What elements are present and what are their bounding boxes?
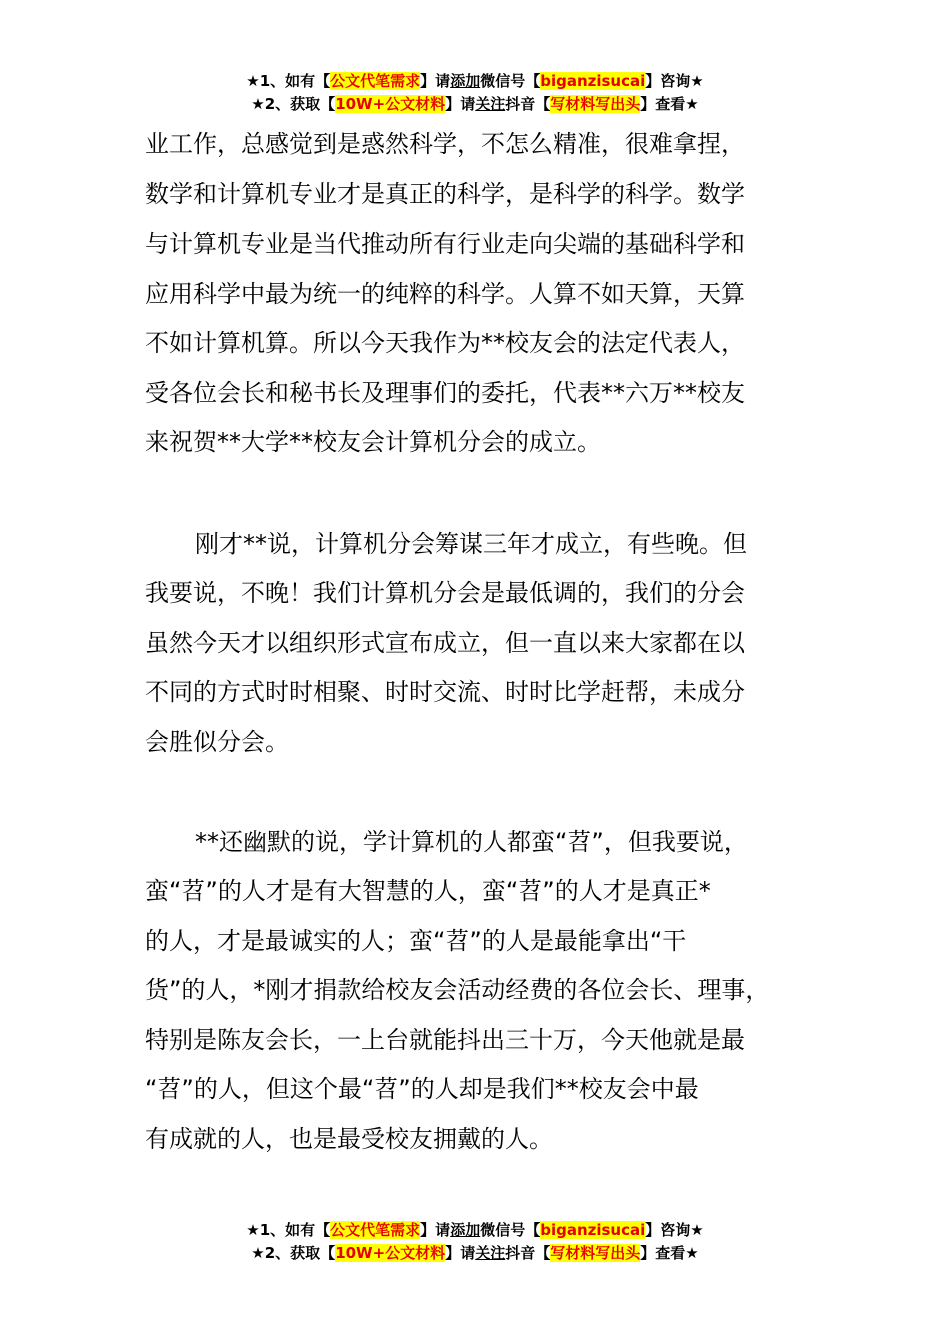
banner-text: 】请 [420, 1221, 451, 1239]
text-line: 业工作，总感觉到是惑然科学，不怎么精准，很难拿捏， [145, 130, 745, 158]
header-banner [0, 70, 950, 116]
banner-highlight: 10W+公文材料 [335, 1244, 446, 1262]
text-line: 货”的人，*刚才捐款给校友会活动经费的各位会长、理事， [145, 976, 770, 1004]
text-line: 与计算机专业是当代推动所有行业走向尖端的基础科学和 [145, 230, 745, 258]
banner-underlined: 添加 [450, 72, 481, 90]
text-line: 应用科学中最为统一的纯粹的科学。人算不如天算，天算 [145, 280, 745, 308]
banner-text: 】请 [445, 95, 476, 113]
text-line: 不如计算机算。所以今天我作为**校友会的法定代表人， [145, 329, 745, 357]
banner-highlight: 公文代笔需求 [330, 72, 421, 90]
text-line: 会胜似分会。 [145, 728, 289, 756]
text-line: 有成就的人，也是最受校友拥戴的人。 [145, 1125, 553, 1153]
text-line: 刚才**说，计算机分会筹谋三年才成立，有些晚。但 [195, 530, 747, 558]
text-line: 来祝贺**大学**校友会计算机分会的成立。 [145, 428, 601, 456]
banner-highlight: biganzisucai [540, 72, 646, 90]
banner-text: 抖音【 [505, 1244, 551, 1262]
text-line: “苕”的人，但这个最“苕”的人却是我们**校友会中最 [145, 1075, 699, 1103]
banner-underlined: 添加 [450, 1221, 481, 1239]
banner-highlight: 写材料写出头 [550, 95, 641, 113]
text-line: 受各位会长和秘书长及理事们的委托，代表**六万**校友 [145, 379, 745, 407]
banner-underlined: 关注 [475, 1244, 506, 1262]
banner-line-2 [0, 1242, 950, 1265]
banner-line-2 [0, 93, 950, 116]
footer-banner [0, 1219, 950, 1265]
banner-highlight: 10W+公文材料 [335, 95, 446, 113]
banner-text: 微信号【 [480, 72, 541, 90]
banner-text: ★2、获取【 [251, 95, 336, 113]
text-line: 数学和计算机专业才是真正的科学，是科学的科学。数学 [145, 180, 745, 208]
banner-text: 】请 [420, 72, 451, 90]
banner-underlined: 关注 [475, 95, 506, 113]
banner-highlight: biganzisucai [540, 1221, 646, 1239]
banner-text: ★1、如有【 [246, 1221, 331, 1239]
banner-text: ★2、获取【 [251, 1244, 336, 1262]
banner-highlight: 写材料写出头 [550, 1244, 641, 1262]
text-line: 虽然今天才以组织形式宣布成立，但一直以来大家都在以 [145, 629, 745, 657]
banner-text: 】请 [445, 1244, 476, 1262]
text-line: 蛮“苕”的人才是有大智慧的人，蛮“苕”的人才是真正* [145, 877, 711, 905]
banner-text: 微信号【 [480, 1221, 541, 1239]
banner-text: 】咨询★ [645, 1221, 704, 1239]
banner-text: 抖音【 [505, 95, 551, 113]
text-line: 我要说，不晚！我们计算机分会是最低调的，我们的分会 [145, 579, 745, 607]
banner-highlight: 公文代笔需求 [330, 1221, 421, 1239]
banner-line-1 [0, 1219, 950, 1242]
text-line: 的人，才是最诚实的人；蛮“苕”的人是最能拿出“干 [145, 927, 687, 955]
banner-text: 】查看★ [640, 95, 699, 113]
banner-text: ★1、如有【 [246, 72, 331, 90]
text-line: **还幽默的说，学计算机的人都蛮“苕”，但我要说， [195, 828, 748, 856]
banner-text: 】咨询★ [645, 72, 704, 90]
banner-text: 】查看★ [640, 1244, 699, 1262]
banner-line-1 [0, 70, 950, 93]
text-line: 不同的方式时时相聚、时时交流、时时比学赶帮，未成分 [145, 678, 745, 706]
text-line: 特别是陈友会长，一上台就能抖出三十万，今天他就是最 [145, 1026, 745, 1054]
